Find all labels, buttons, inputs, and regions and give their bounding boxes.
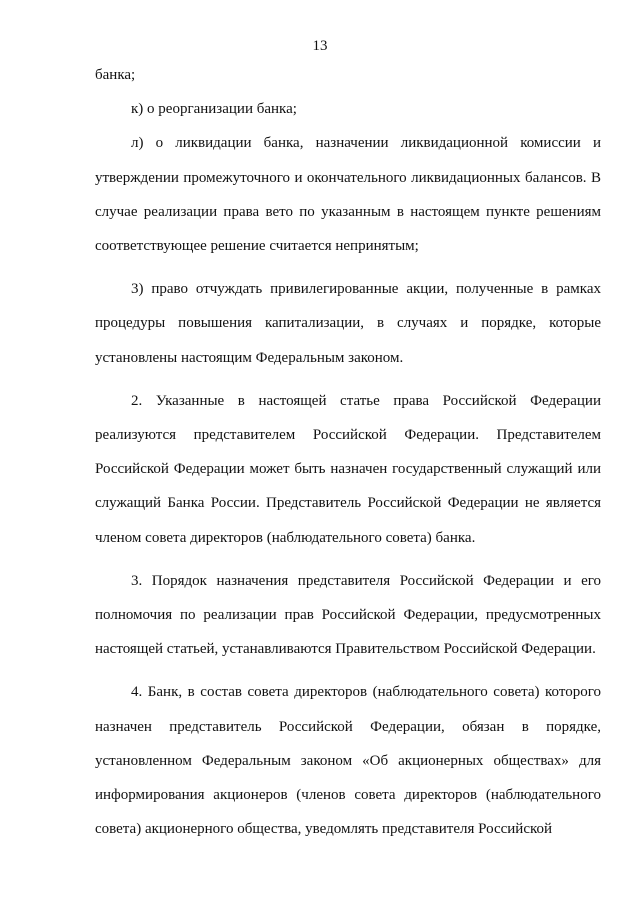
paragraph-item-3: 3) право отчуждать привилегированные акции, полученные в рамках процедуры повышения капитализации, в случаях и порядке, которые установлены настоящим Федеральным законом. xyxy=(95,281,601,366)
paragraph-section-4: 4. Банк, в состав совета директоров (наблюдательного совета) которого назначен представитель Российской Федерации, обязан в порядке, установленном Федеральным законом «Об акционерных обществах» для информирования акционеров (членов совета директоров (наблюдательного совета) акционерного общества, уведомлять представителя Российской xyxy=(95,684,601,838)
paragraph-item-k: к) о реорганизации банка; xyxy=(131,101,297,118)
paragraph-item-l: л) о ликвидации банка, назначении ликвидационной комиссии и утверждении промежуточного и окончательного ликвидационных балансов. В случае реализации права вето по указанным в настоящем пункте решениям соответствующее решение считается непринятым; xyxy=(95,135,601,255)
paragraph-section-3: 3. Порядок назначения представителя Российской Федерации и его полномочия по реализации прав Российской Федерации, предусмотренных настоящей статьей, устанавливаются Правительством Российской Федерации. xyxy=(95,572,601,658)
page-number: 13 xyxy=(312,38,328,54)
paragraph-section-2: 2. Указанные в настоящей статье права Российской Федерации реализуются представителем Российской Федерации. Представителем Российской Федерации может быть назначен государственный служащий или служащий Банка России. Представитель Российской Федерации не является членом совета директоров (наблюдательного совета) банка. xyxy=(95,392,601,546)
paragraph-continuation: банка; xyxy=(95,67,136,83)
document-body xyxy=(95,58,601,846)
